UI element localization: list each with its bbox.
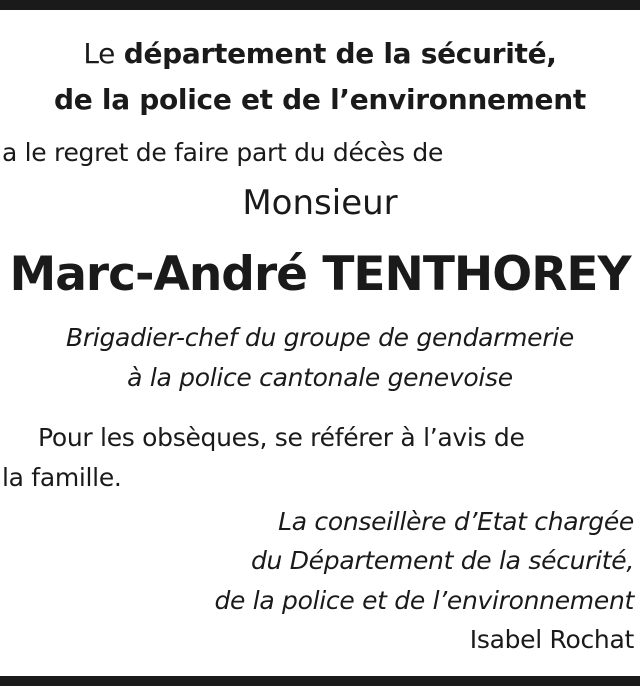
bottom-border-rule (0, 676, 640, 686)
header-line-2 (0, 83, 640, 116)
header-line-1 (0, 37, 640, 70)
signature-role-line-2: du Département de la sécurité, (250, 546, 634, 575)
header-prefix: Le (83, 37, 124, 70)
funeral-note-line-1: Pour les obsèques, se référer à l’avis de (38, 423, 525, 452)
signature-role-line-3: de la police et de l’environnement (214, 586, 634, 615)
header-department-bold-2: de la police et de l’environnement (54, 83, 586, 116)
deceased-title-line-2: à la police cantonale genevoise (127, 363, 513, 392)
header-department-bold: département de la sécurité, (123, 37, 557, 70)
intro-text: a le regret de faire part du décès de (2, 138, 444, 167)
signature-role-line-1: La conseillère d’Etat chargée (278, 507, 634, 536)
signature-name: Isabel Rochat (469, 625, 634, 654)
top-border-rule (0, 0, 640, 10)
salutation: Monsieur (242, 183, 398, 223)
funeral-note-line-2: la famille. (2, 463, 122, 492)
deceased-title-line-1: Brigadier-chef du groupe de gendarmerie (66, 323, 574, 352)
deceased-name: Marc-André TENTHOREY (9, 247, 631, 302)
